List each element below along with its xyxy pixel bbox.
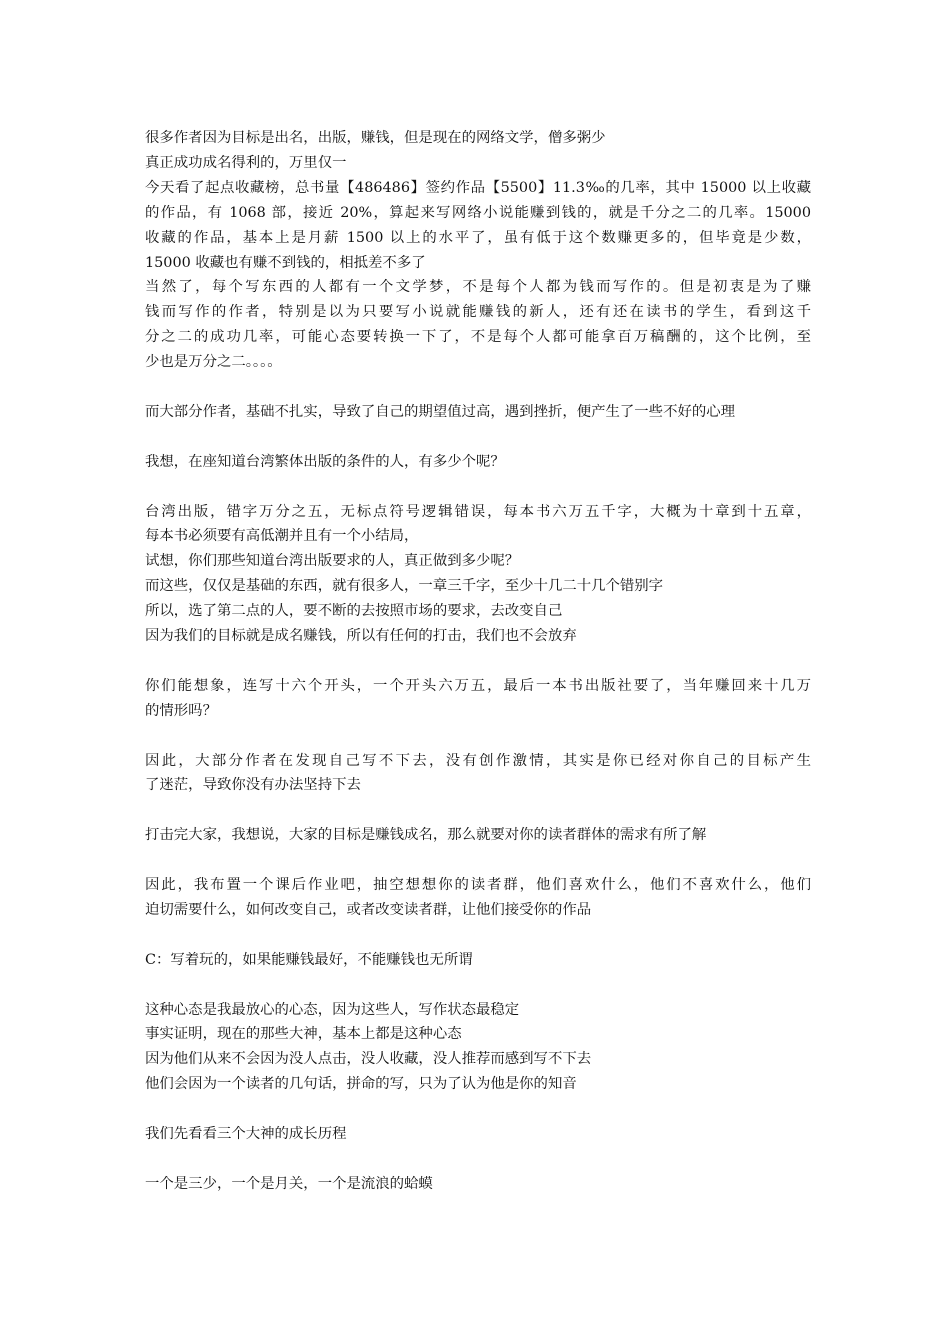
- paragraph: [145, 1047, 811, 1072]
- paragraph: [145, 176, 811, 276]
- blank-line: [145, 1097, 811, 1122]
- blank-line: [145, 375, 811, 400]
- paragraph: [145, 823, 811, 848]
- text-line: 少也是万分之二。。。。: [145, 354, 282, 371]
- paragraph: [145, 674, 811, 724]
- text-line: 打击完大家，我想说，大家的目标是赚钱成名，那么就要对你的读者群体的需求有所了解: [145, 827, 707, 844]
- text-line: 你们能想象，连写十六个开头，一个开头六万五，最后一本书出版社要了，当年赚回来十几万: [145, 677, 811, 694]
- text-line: 的作品，有 1068 部，接近 20%，算起来写网络小说能赚到钱的，就是千分之二的几率。15000: [145, 204, 811, 221]
- text-line: 当然了，每个写东西的人都有一个文学梦，不是每个人都为钱而写作的。但是初衷是为了赚: [145, 279, 811, 296]
- text-line: C：写着玩的，如果能赚钱最好，不能赚钱也无所谓: [145, 951, 473, 968]
- text-line: 收藏的作品，基本上是月薪 1500 以上的水平了，虽有低于这个数赚更多的，但毕竟是少数，: [145, 229, 811, 246]
- text-line: 分之二的成功几率，可能心态要转换一下了，不是每个人都可能拿百万稿酬的，这个比例，至: [145, 329, 811, 346]
- text-line: 所以，选了第二点的人，要不断的去按照市场的要求，去改变自己: [145, 603, 563, 620]
- text-line: 每本书必须要有高低潮并且有一个小结局，: [145, 528, 419, 545]
- text-line: 很多作者因为目标是出名，出版，赚钱，但是现在的网络文学，僧多粥少: [145, 130, 606, 146]
- blank-line: [145, 798, 811, 823]
- paragraph: [145, 948, 811, 973]
- document-page: [145, 126, 811, 1197]
- blank-line: [145, 848, 811, 873]
- text-line: 而这些，仅仅是基础的东西，就有很多人，一章三千字，至少十几二十几个错别字: [145, 578, 664, 595]
- text-line: 迫切需要什么，如何改变自己，或者改变读者群，让他们接受你的作品: [145, 901, 592, 918]
- text-line: 我想，在座知道台湾繁体出版的条件的人，有多少个呢？: [145, 453, 505, 470]
- text-line: 了迷茫，导致你没有办法坚持下去: [145, 777, 361, 794]
- blank-line: [145, 1147, 811, 1172]
- text-line: 这种心态是我最放心的心态，因为这些人，写作状态最稳定: [145, 1001, 520, 1018]
- paragraph: [145, 549, 811, 574]
- paragraph: [145, 998, 811, 1023]
- text-line: 因为我们的目标就是成名赚钱，所以有任何的打击，我们也不会放弃: [145, 628, 577, 645]
- paragraph: [145, 574, 811, 599]
- paragraph: [145, 1172, 811, 1197]
- text-line: 因此，我布置一个课后作业吧，抽空想想你的读者群，他们喜欢什么，他们不喜欢什么，他们: [145, 877, 811, 894]
- text-line: 的情形吗？: [145, 702, 217, 719]
- text-line: 台湾出版，错字万分之五，无标点符号逻辑错误，每本书六万五千字，大概为十章到十五章，: [145, 503, 811, 520]
- paragraph: [145, 450, 811, 475]
- blank-line: [145, 425, 811, 450]
- text-line: 今天看了起点收藏榜，总书量【486486】签约作品【5500】11.3‰的几率，其中 15000 以上收藏: [145, 179, 811, 196]
- paragraph: [145, 400, 811, 425]
- paragraph: [145, 1122, 811, 1147]
- paragraph: [145, 275, 811, 375]
- text-line: 而大部分作者，基础不扎实，导致了自己的期望值过高，遇到挫折，便产生了一些不好的心理: [145, 403, 736, 420]
- paragraph: [145, 1072, 811, 1097]
- text-line: 一个是三少，一个是月关，一个是流浪的蛤蟆: [145, 1175, 433, 1192]
- text-line: 他们会因为一个读者的几句话，拼命的写，只为了认为他是你的知音: [145, 1076, 577, 1093]
- paragraph: [145, 599, 811, 624]
- blank-line: [145, 475, 811, 500]
- paragraph: [145, 1022, 811, 1047]
- blank-line: [145, 724, 811, 749]
- paragraph: [145, 873, 811, 923]
- text-line: 15000 收藏也有赚不到钱的，相抵差不多了: [145, 254, 426, 271]
- text-line: 因此，大部分作者在发现自己写不下去，没有创作激情，其实是你已经对你自己的目标产生: [145, 752, 811, 769]
- text-line: 试想，你们那些知道台湾出版要求的人，真正做到多少呢？: [145, 553, 520, 570]
- blank-line: [145, 923, 811, 948]
- text-line: 真正成功成名得利的，万里仅一: [145, 154, 347, 171]
- text-line: 我们先看看三个大神的成长历程: [145, 1126, 347, 1143]
- text-line: 因为他们从来不会因为没人点击，没人收藏，没人推荐而感到写不下去: [145, 1051, 592, 1068]
- paragraph: [145, 151, 811, 176]
- blank-line: [145, 649, 811, 674]
- paragraph: [145, 624, 811, 649]
- paragraph: [145, 126, 811, 151]
- blank-line: [145, 973, 811, 998]
- paragraph: [145, 749, 811, 799]
- text-line: 事实证明，现在的那些大神，基本上都是这种心态: [145, 1026, 462, 1043]
- text-line: 钱而写作的作者，特别是以为只要写小说就能赚钱的新人，还有还在读书的学生，看到这千: [145, 304, 811, 321]
- paragraph: [145, 500, 811, 550]
